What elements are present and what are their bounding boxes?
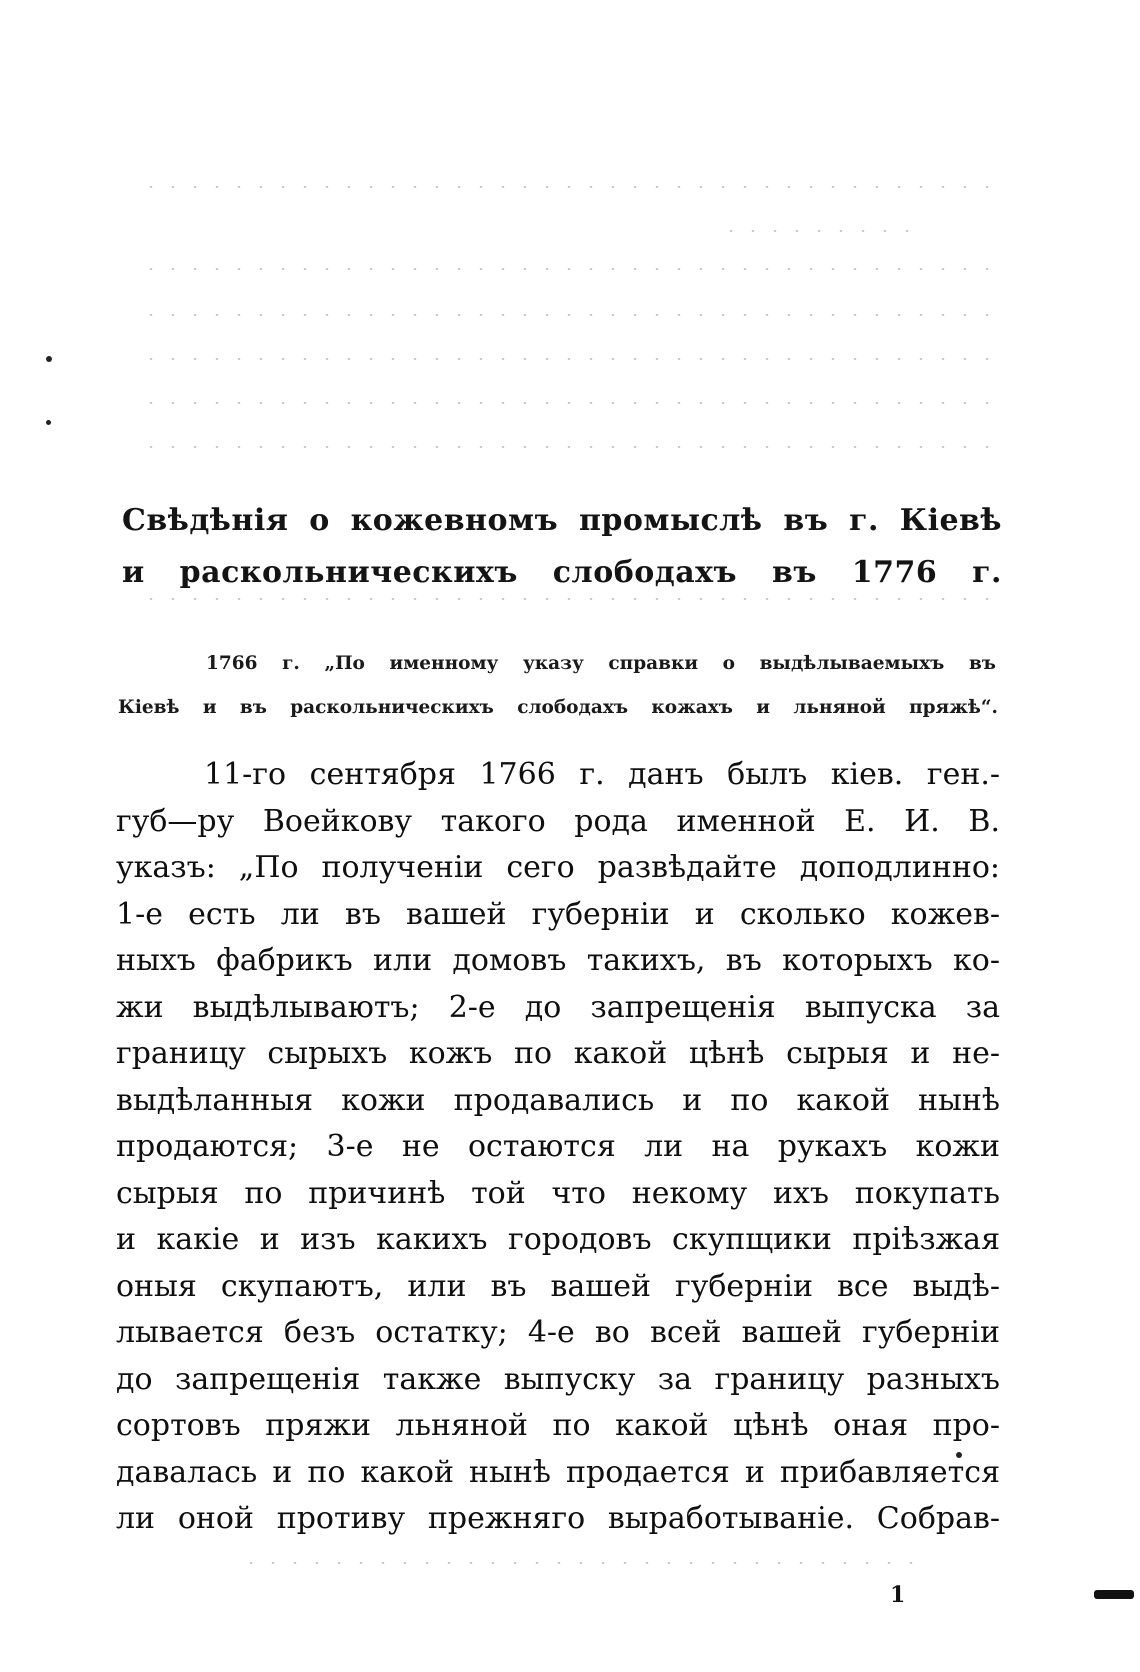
body-line: 1-е есть ли въ вашей губерніи и сколько кожев- [116, 896, 1000, 932]
body-line: лывается безъ остатку; 4-е во всей вашей губерніи [116, 1315, 1000, 1350]
bleed-through-line [140, 358, 1000, 360]
body-line: оныя скупаютъ, или въ вашей губерніи все выдѣ- [116, 1268, 1000, 1304]
body-line: сортовъ пряжи льняной по какой цѣнѣ оная про- [116, 1408, 1000, 1443]
body-line: продаются; 3-е не остаются ли на рукахъ кожи [116, 1129, 1000, 1164]
document-subheading-line-1: 1766 г. „По именному указу справки о выдѣлываемыхъ въ [206, 653, 996, 674]
page-number: 1 [890, 1582, 906, 1608]
bleed-through-line [140, 186, 1000, 188]
scan-speck [46, 420, 51, 425]
body-line: указъ: „По полученіи сего развѣдайте доподлинно: [116, 850, 1000, 885]
bleed-through-line [140, 598, 1000, 600]
bleed-through-line [240, 1562, 920, 1564]
scan-speck [46, 356, 52, 362]
bleed-through-line [140, 402, 1000, 404]
body-line: сырыя по причинѣ той что некому ихъ покупать [116, 1175, 1000, 1211]
bleed-through-line [140, 268, 1000, 270]
body-line: выдѣланныя кожи продавались и по какой нынѣ [116, 1082, 1000, 1118]
body-line: и какіе и изъ какихъ городовъ скупщики пріѣзжая [116, 1222, 1000, 1257]
body-line: 11-го сентября 1766 г. данъ былъ кіев. ген.- [204, 757, 1000, 792]
body-paragraph [116, 752, 1000, 1543]
body-line: ныхъ фабрикъ или домовъ такихъ, въ которыхъ ко- [116, 943, 1000, 978]
scan-edge-mark [1094, 1590, 1134, 1599]
bleed-through-line [140, 314, 1000, 316]
body-line: до запрещенія также выпуску за границу разныхъ [116, 1361, 1000, 1397]
bleed-through-line [720, 230, 920, 232]
body-line: ли оной противу прежняго выработываніе. Собрав- [116, 1501, 1000, 1536]
body-line: границу сырыхъ кожъ по какой цѣнѣ сырыя и не- [116, 1036, 1000, 1071]
body-line: давалась и по какой нынѣ продается и прибавляется [116, 1454, 1000, 1490]
bleed-through-line [140, 446, 1000, 448]
body-line: губ—ру Воейкову такого рода именной Е. И. В. [116, 803, 1000, 839]
section-heading-line-2: и раскольническихъ слободахъ въ 1776 г. [122, 555, 1002, 590]
section-heading-line-1: Свѣдѣнія о кожевномъ промыслѣ въ г. Кіевѣ [122, 503, 1002, 538]
body-line: жи выдѣлываютъ; 2-е до запрещенія выпуска за [116, 989, 1000, 1025]
document-subheading-line-2: Кіевѣ и въ раскольническихъ слободахъ кожахъ и льняной пряжѣ“. [118, 697, 998, 718]
